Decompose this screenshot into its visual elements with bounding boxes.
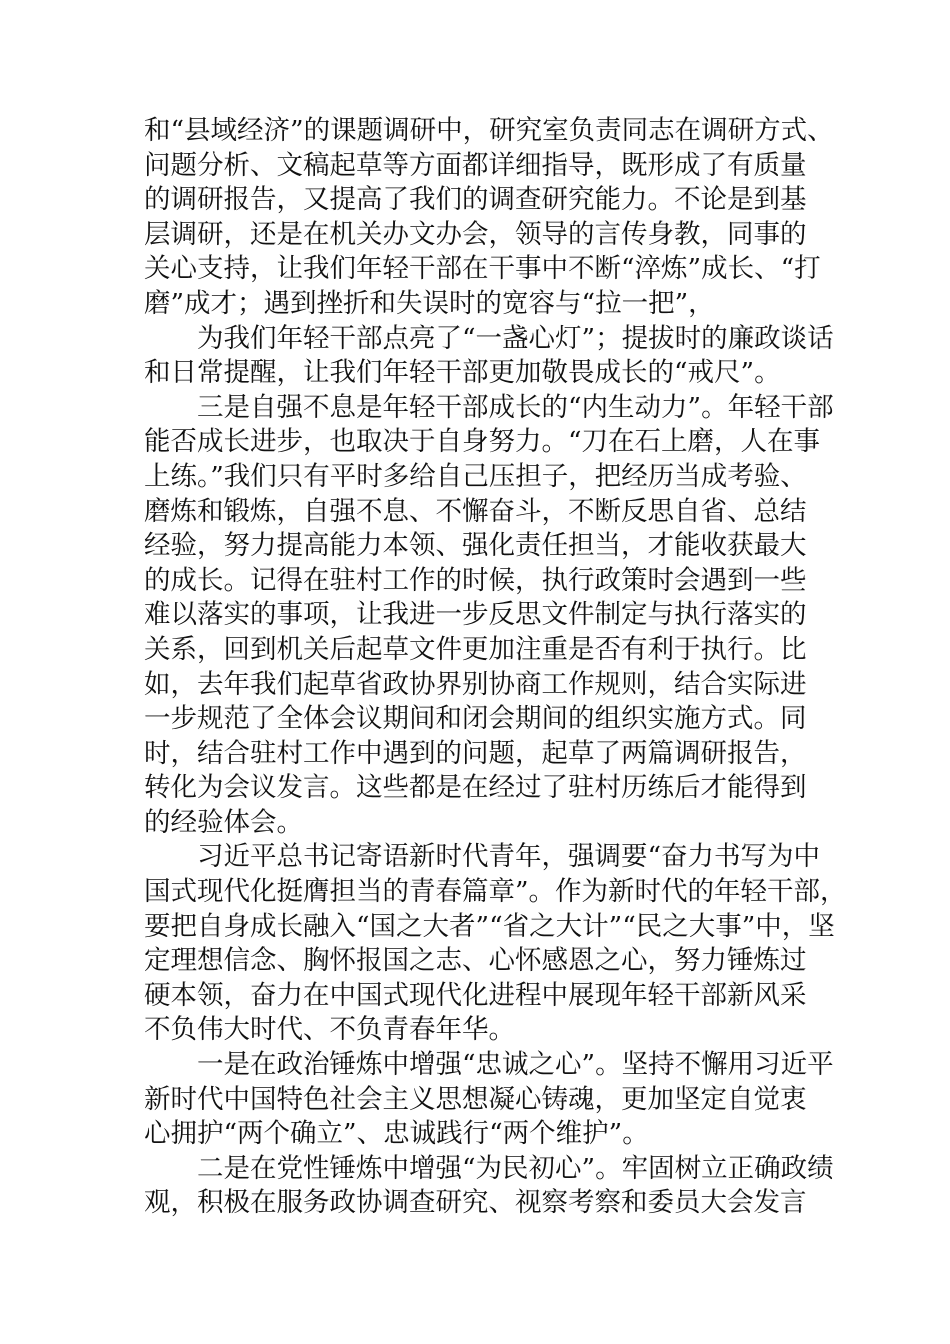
text-line: 为我们年轻干部点亮了“一盏心灯”；提拔时的廉政谈话 — [197, 322, 834, 354]
text-line: 新时代中国特色社会主义思想凝心铸魂，更加坚定自觉衷 — [144, 1083, 807, 1115]
text-line: 难以落实的事项，让我进一步反思文件制定与执行落实的 — [144, 599, 807, 631]
text-line: 转化为会议发言。这些都是在经过了驻村历练后才能得到 — [144, 772, 807, 804]
text-line: 要把自身成长融入“国之大者”“省之大计”“民之大事”中，坚 — [144, 910, 835, 942]
text-line: 问题分析、文稿起草等方面都详细指导，既形成了有质量 — [144, 149, 807, 181]
text-line: 国式现代化挺膺担当的青春篇章”。作为新时代的年轻干部， — [144, 876, 847, 908]
text-line: 一是在政治锤炼中增强“忠诚之心”。坚持不懈用习近平 — [197, 1049, 834, 1081]
text-line: 上练。”我们只有平时多给自己压担子，把经历当成考验、 — [144, 460, 807, 492]
text-line: 硬本领，奋力在中国式现代化进程中展现年轻干部新风采 — [144, 979, 807, 1011]
text-line: 习近平总书记寄语新时代青年，强调要“奋力书写为中 — [197, 841, 821, 873]
text-line: 时，结合驻村工作中遇到的问题，起草了两篇调研报告， — [144, 737, 807, 769]
text-line: 和“县域经济”的课题调研中，研究室负责同志在调研方式、 — [144, 115, 834, 146]
text-line: 二是在党性锤炼中增强“为民初心”。牢固树立正确政绩 — [197, 1152, 834, 1184]
text-line: 的调研报告，又提高了我们的调查研究能力。不论是到基 — [144, 184, 807, 216]
text-line: 和日常提醒，让我们年轻干部更加敬畏成长的“戒尺”。 — [144, 357, 781, 389]
text-line: 能否成长进步，也取决于自身努力。“刀在石上磨，人在事 — [144, 426, 821, 458]
text-line: 磨炼和锻炼，自强不息、不懈奋斗，不断反思自省、总结 — [144, 495, 807, 527]
body-text — [144, 114, 847, 1221]
text-line: 一步规范了全体会议期间和闭会期间的组织实施方式。同 — [144, 703, 807, 735]
text-line: 磨”成才；遇到挫折和失误时的宽容与“拉一把”， — [144, 287, 715, 319]
text-line: 关心支持，让我们年轻干部在干事中不断“淬炼”成长、“打 — [144, 253, 821, 285]
text-line: 观，积极在服务政协调查研究、视察考察和委员大会发言 — [144, 1187, 807, 1219]
text-line: 不负伟大时代、不负青春年华。 — [144, 1014, 515, 1046]
text-line: 经验，努力提高能力本领、强化责任担当，才能收获最大 — [144, 530, 807, 562]
text-line: 关系，回到机关后起草文件更加注重是否有利于执行。比 — [144, 633, 807, 665]
text-line: 如，去年我们起草省政协界别协商工作规则，结合实际进 — [144, 668, 807, 700]
text-line: 层调研，还是在机关办文办会，领导的言传身教，同事的 — [144, 218, 807, 250]
text-line: 三是自强不息是年轻干部成长的“内生动力”。年轻干部 — [197, 391, 834, 423]
text-line: 的经验体会。 — [144, 806, 303, 838]
text-line: 心拥护“两个确立”、忠诚践行“两个维护”。 — [144, 1118, 649, 1150]
text-line: 定理想信念、胸怀报国之志、心怀感恩之心，努力锤炼过 — [144, 945, 807, 977]
text-line: 的成长。记得在驻村工作的时候，执行政策时会遇到一些 — [144, 564, 807, 596]
